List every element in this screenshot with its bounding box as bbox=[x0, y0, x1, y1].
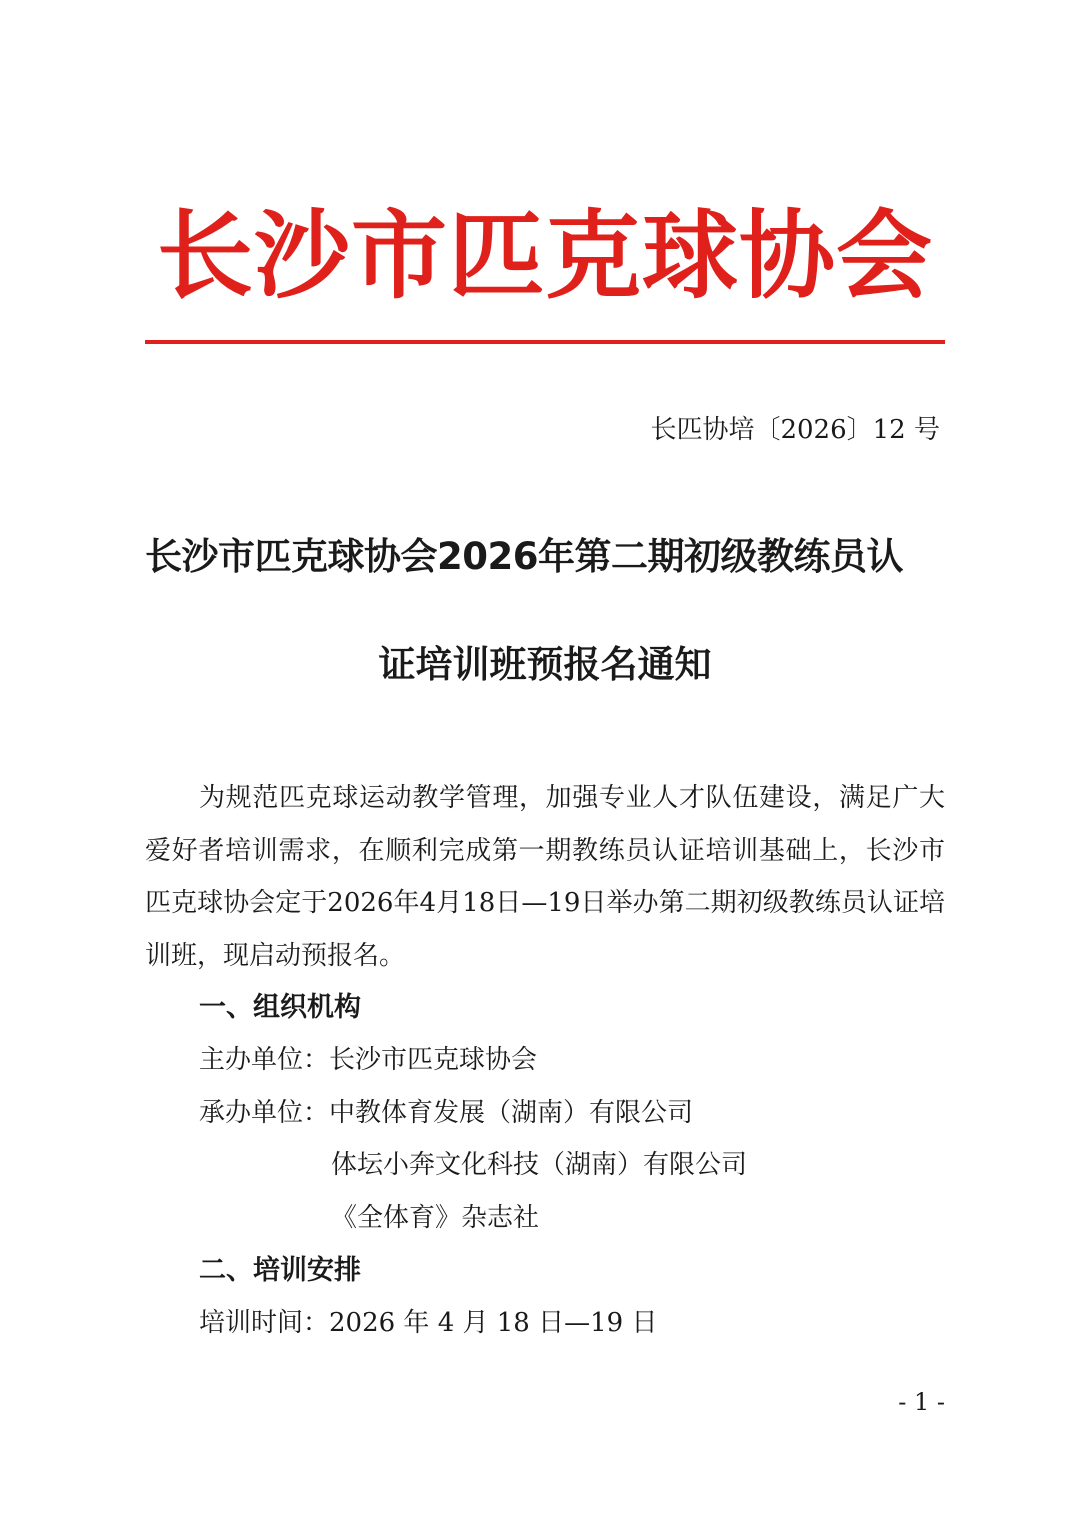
organizer-unit-2: 体坛小奔文化科技（湖南）有限公司 bbox=[331, 1150, 748, 1180]
section-heading-organization: 一、组织机构 bbox=[199, 992, 361, 1023]
page-number: - 1 - bbox=[898, 1388, 945, 1416]
document-title-line-2: 证培训班预报名通知 bbox=[378, 643, 712, 686]
organizer-unit-3: 《全体育》杂志社 bbox=[331, 1203, 540, 1233]
document-title-line-1: 长沙市匹克球协会2026年第二期初级教练员认 bbox=[145, 535, 903, 578]
document-number: 长匹协培〔2026〕12 号 bbox=[650, 415, 940, 445]
masthead-org-name: 长沙市匹克球协会 bbox=[157, 200, 933, 312]
organizer-unit-1: 承办单位：中教体育发展（湖南）有限公司 bbox=[199, 1098, 694, 1128]
masthead-red-rule bbox=[145, 340, 945, 344]
host-unit: 主办单位：长沙市匹克球协会 bbox=[199, 1045, 538, 1075]
intro-paragraph: 为规范匹克球运动教学管理，加强专业人才队伍建设，满足广大爱好者培训需求，在顺利完成第一期教练员认证培训基础上，长沙市匹克球协会定于2026年4月18日—19日举办第二期初级教练员认证培训班，现启动预报名。 bbox=[145, 783, 945, 971]
section-heading-training: 二、培训安排 bbox=[199, 1255, 361, 1286]
training-time: 培训时间：2026 年 4 月 18 日—19 日 bbox=[199, 1308, 658, 1338]
